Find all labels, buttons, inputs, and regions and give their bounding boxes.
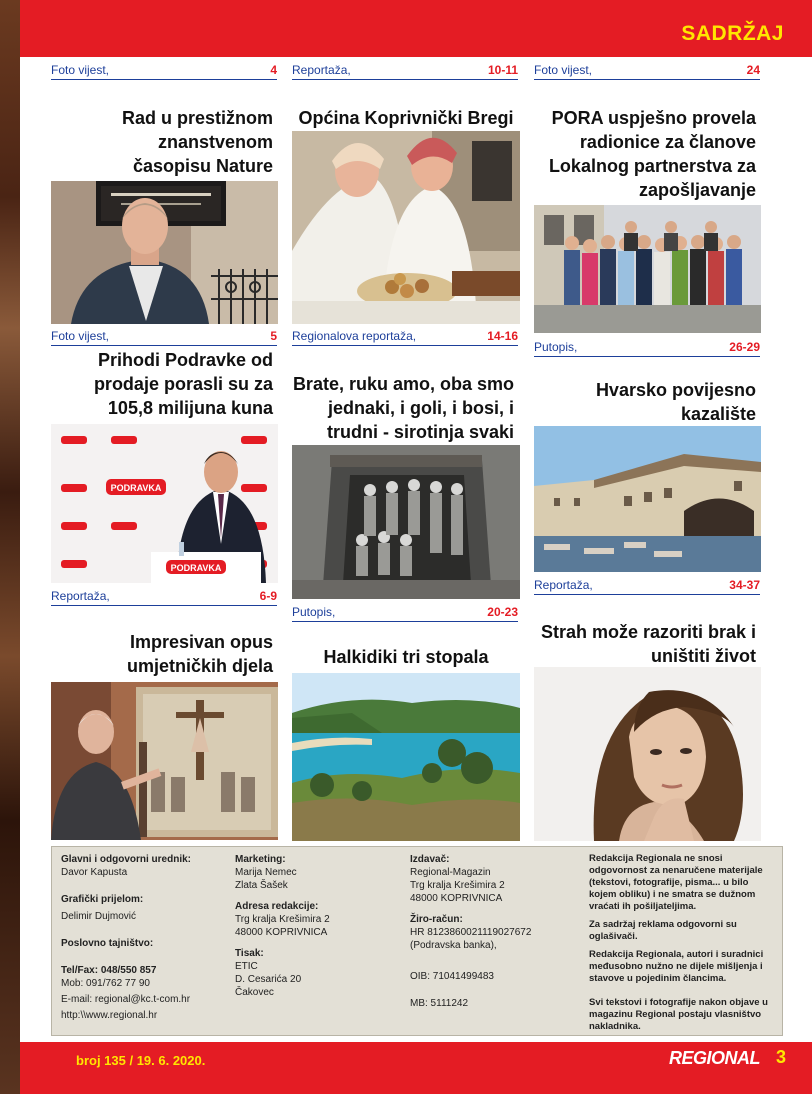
page-ref: 14-16: [487, 329, 518, 343]
page-ref: 20-23: [487, 605, 518, 619]
article-photo-hvar-theatre[interactable]: [534, 426, 761, 572]
category-label: Putopis,: [292, 605, 336, 619]
category-label: Putopis,: [534, 340, 578, 354]
category-label: Regionalova reportaža,: [292, 329, 417, 343]
category-label: Reportaža,: [534, 578, 593, 592]
category-label: Foto vijest,: [534, 63, 593, 77]
page-ref: 6-9: [259, 589, 277, 603]
page-ref: 5: [270, 329, 277, 343]
article-headline[interactable]: Halkidiki tri stopala: [323, 647, 489, 667]
page-ref: 10-11: [487, 63, 518, 77]
page-ref: 4: [270, 63, 277, 77]
article-photo-podravka[interactable]: [51, 424, 278, 583]
category-label: Reportaža,: [51, 589, 110, 603]
article-photo-miners[interactable]: [292, 445, 520, 599]
page-ref: 24: [746, 63, 760, 77]
article-headline[interactable]: Strah može razoriti brak i uništiti život: [540, 622, 756, 666]
article-photo-woman[interactable]: [534, 667, 761, 841]
page-title: SADRŽAJ: [681, 22, 784, 45]
page-ref: 26-29: [729, 340, 760, 354]
article-headline[interactable]: Brate, ruku amo, oba smo jednaki, i goli, i bosi, i trudni - sirotinja svaki: [292, 374, 514, 442]
article-photo-group[interactable]: [534, 205, 761, 333]
article-photo-painter[interactable]: [51, 682, 278, 840]
footer-bar: [20, 1042, 812, 1094]
imprint-box: [51, 846, 783, 1036]
brand-logo: REGIONAL: [668, 1048, 760, 1068]
magazine-page: [20, 0, 812, 1094]
article-headline[interactable]: Hvarsko povijesno kazalište: [595, 380, 756, 424]
category-row[interactable]: [534, 63, 760, 80]
imprint-column: Marketing: Marija Nemec Zlata Šašek Adresa redakcije: Trg kralja Krešimira 2 48000 KOPRIVNICA Tisak: ETIC D. Cesarića 20 Čakovec: [235, 854, 330, 998]
article-photo-man-plaque[interactable]: [51, 181, 278, 324]
category-label: Reportaža,: [292, 63, 351, 77]
article-headline[interactable]: Općina Koprivnički Bregi: [298, 108, 514, 128]
article-headline[interactable]: PORA uspješno provela radionice za članove Lokalnog partnerstva za zapošljavanje: [548, 108, 756, 200]
article-headline[interactable]: Prihodi Podravke od prodaje porasli su za 105,8 milijuna kuna: [93, 350, 273, 418]
imprint-column: Glavni i odgovorni urednik: Davor Kapusta Grafički prijelom: Delimir Dujmović Poslovno tajništvo: Tel/Fax: 048/550 857 Mob: 091/762 77 90 E-mail: regional@kc.t-com.hr http:\\www.regional.hr: [61, 854, 192, 1021]
page-ref: 34-37: [729, 578, 760, 592]
imprint-notes: Redakcija Regionala ne snosi odgovornost za nenaručene materijale (tekstovi, fotografije, pisma... u bilo kojem obliku) i ne smatra se dužnom vraćati ih pošiljateljima. Za sadržaj reklama odgovorni su oglašivači. Redakcija Regionala, autori i suradnici međusobno nužno ne dijele mišljenja i stavove u pojedinim člancima. Svi tekstovi i fotografije nakon objave u magazinu Regional postaju vlasništvo nakladnika.: [589, 853, 768, 1032]
category-row[interactable]: [292, 329, 518, 346]
page-number: 3: [775, 1047, 786, 1067]
category-row[interactable]: [292, 63, 518, 80]
article-photo-women-baking[interactable]: [292, 131, 520, 324]
imprint-column: Izdavač: Regional-Magazin Trg kralja Krešimira 2 48000 KOPRIVNICA Žiro-račun: HR 8123860021119027672 (Podravska banka), OIB: 71041499483 MB: 5111242: [410, 854, 532, 1009]
category-row[interactable]: [51, 589, 277, 606]
category-row[interactable]: [534, 340, 760, 357]
issue-date: broj 135 / 19. 6. 2020.: [76, 1053, 206, 1068]
category-label: Foto vijest,: [51, 63, 110, 77]
category-row[interactable]: [51, 63, 277, 80]
article-headline[interactable]: Rad u prestižnom znanstvenom časopisu Nature: [121, 108, 273, 176]
wood-edge: [0, 0, 20, 1094]
category-label: Foto vijest,: [51, 329, 110, 343]
svg-text:PODRAVKA: PODRAVKA: [110, 483, 162, 493]
article-headline[interactable]: Impresivan opus umjetničkih djela: [126, 632, 273, 676]
category-row[interactable]: [534, 578, 760, 595]
article-photo-halkidiki[interactable]: [292, 673, 520, 841]
svg-text:PODRAVKA: PODRAVKA: [170, 563, 222, 573]
category-row[interactable]: [51, 329, 277, 346]
header-bar: [20, 0, 812, 57]
category-row[interactable]: [292, 605, 518, 622]
